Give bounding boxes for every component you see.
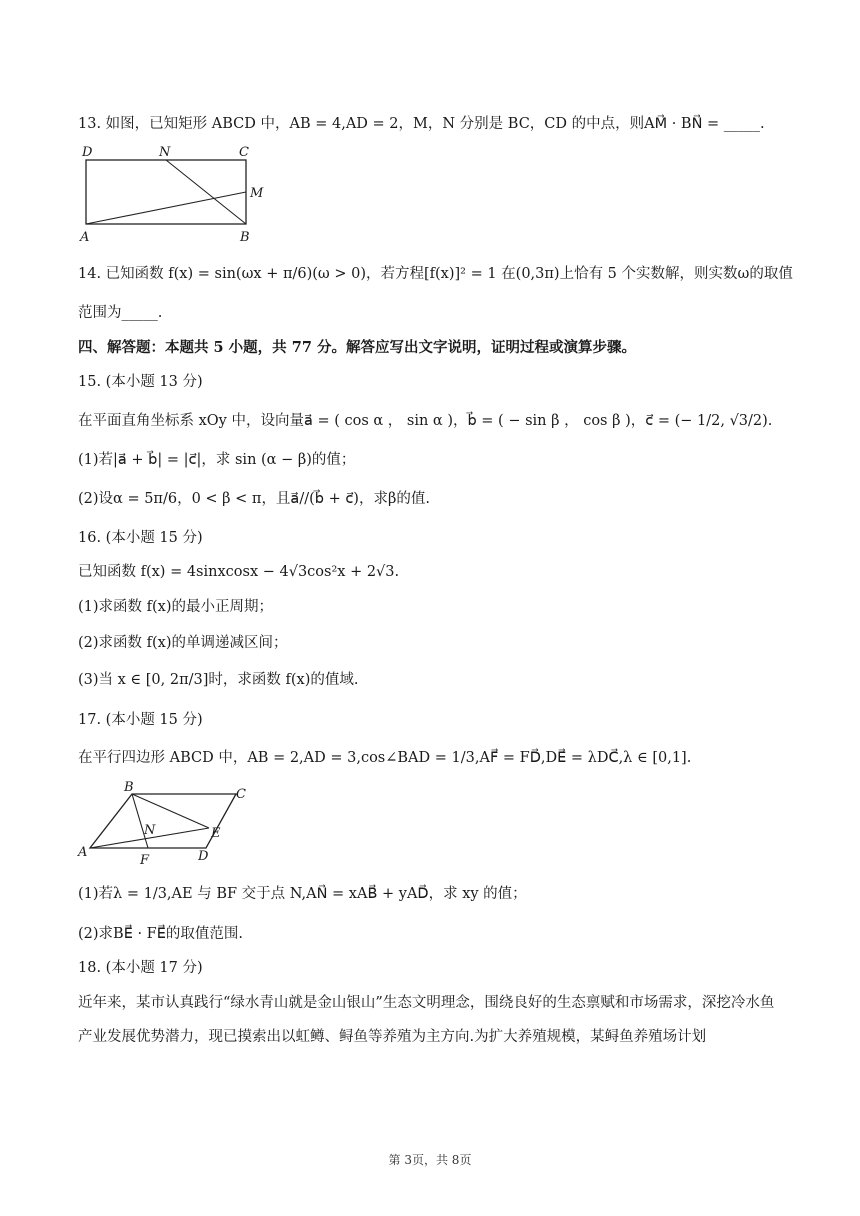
q15-stem: 在平面直角坐标系 xOy 中，设向量a⃗ = ( cos α ， sin α )，b⃗ = ( − sin β ， cos β )，c⃗ = (− 1/2, √3/2). (78, 413, 773, 429)
q17-part2: (2)求BE⃗ · FE⃗的取值范围. (78, 926, 244, 942)
label-E: E (211, 826, 221, 841)
q16-header: 16. (本小题 15 分) (78, 530, 203, 546)
label-C: C (239, 145, 249, 160)
q17-part1: (1)若λ = 1/3,AE 与 BF 交于点 N,AN⃗ = xAB⃗ + yAD⃗，求 xy 的值； (78, 886, 527, 902)
label-C: C (236, 787, 246, 802)
q18-body: 近年来，某市认真践行“绿水青山就是金山银山”生态文明理念，围绕良好的生态禀赋和市场需求，深挖冷水鱼产业发展优势潜力，现已摸索出以虹鳟、鲟鱼等养殖为主方向.为扩大养殖规模，某鲟鱼养殖场计划 (78, 995, 775, 1045)
q13-rectangle-figure (76, 140, 276, 250)
q14-line1: 14. 已知函数 f(x) = sin(ωx + π/6)(ω > 0)，若方程[f(x)]² = 1 在(0,3π)上恰有 5 个实数解，则实数ω的取值 (78, 266, 793, 282)
q17-stem: 在平行四边形 ABCD 中，AB = 2,AD = 3,cos∠BAD = 1/3,AF⃗ = FD⃗,DE⃗ = λDC⃗,λ ∈ [0,1]. (78, 750, 692, 766)
label-B: B (124, 780, 134, 795)
q16-part2: (2)求函数 f(x)的单调递减区间； (78, 635, 288, 651)
section4-heading: 四、解答题：本题共 5 小题，共 77 分。解答应写出文字说明，证明过程或演算步骤。 (78, 339, 636, 356)
q13-text: 13. 如图，已知矩形 ABCD 中，AB = 4,AD = 2，M，N 分别是 BC，CD 的中点，则AM⃗ · BN⃗ = _____. (78, 116, 765, 132)
q18-header: 18. (本小题 17 分) (78, 960, 203, 976)
q16-part3: (3)当 x ∈ [0, 2π/3]时，求函数 f(x)的值域. (78, 672, 359, 688)
q16-stem: 已知函数 f(x) = 4sinxcosx − 4√3cos²x + 2√3. (78, 564, 400, 580)
q15-part1: (1)若|a⃗ + b⃗| = |c⃗|，求 sin (α − β)的值； (78, 452, 356, 468)
label-B: B (240, 230, 250, 245)
q14-line2: 范围为_____. (78, 305, 163, 321)
label-D: D (82, 145, 93, 160)
q15-part2: (2)设α = 5π/6，0 < β < π，且a⃗//(b⃗ + c⃗)，求β的值. (78, 491, 430, 507)
label-A: A (80, 230, 90, 245)
q17-parallelogram-figure (76, 780, 276, 872)
q15-header: 15. (本小题 13 分) (78, 374, 203, 390)
label-N: N (144, 823, 156, 838)
label-A: A (78, 845, 88, 860)
label-N: N (159, 145, 171, 160)
label-F: F (140, 853, 150, 868)
label-D: D (198, 849, 209, 864)
label-M: M (250, 186, 264, 201)
page-footer: 第 3页，共 8页 (388, 1153, 472, 1167)
q17-header: 17. (本小题 15 分) (78, 712, 203, 728)
q16-part1: (1)求函数 f(x)的最小正周期； (78, 599, 274, 615)
